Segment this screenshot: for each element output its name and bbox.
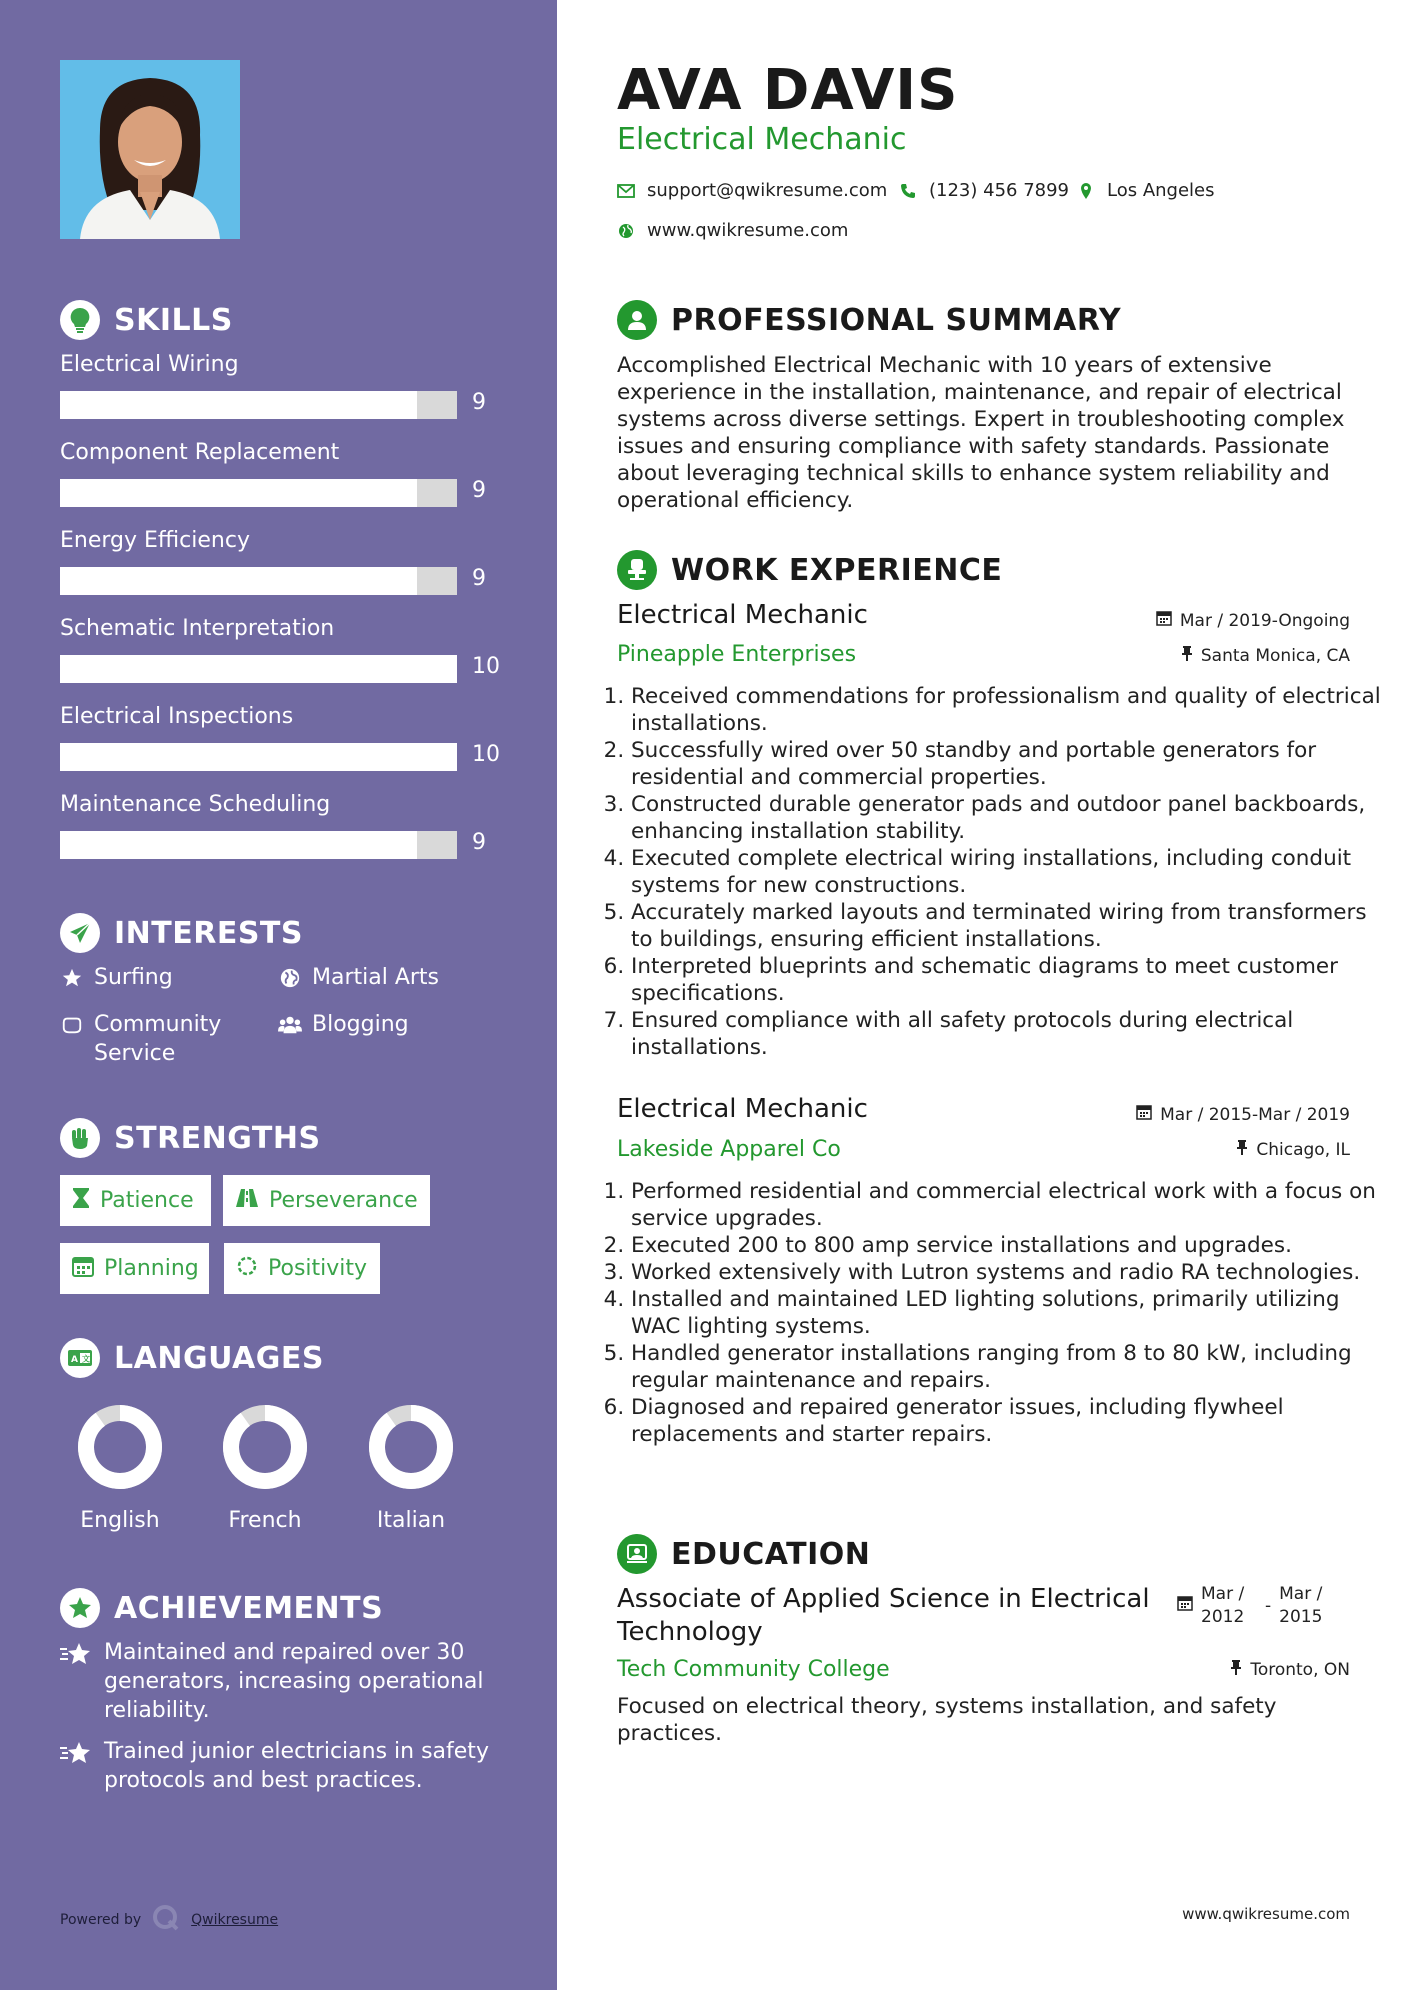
languages-title: LANGUAGES	[114, 1340, 324, 1376]
email-text: support@qwikresume.com	[647, 180, 888, 201]
achievement-text: Maintained and repaired over 30 generators, increasing operational reliability.	[104, 1640, 484, 1723]
company-name: Pineapple Enterprises	[617, 642, 857, 667]
graduation-icon	[617, 1534, 657, 1574]
phone-text: (123) 456 7899	[929, 180, 1070, 201]
star-icon	[60, 963, 84, 992]
skill-bar	[60, 831, 457, 859]
responsibility-item: 3. Worked extensively with Lutron systems and radio RA technologies.	[631, 1259, 1391, 1286]
strength-label: Patience	[100, 1188, 194, 1213]
interest-label: Community Service	[94, 1012, 222, 1066]
responsibility-item: 2. Executed 200 to 800 amp service installations and upgrades.	[631, 1232, 1391, 1259]
skill-level: 10	[472, 654, 500, 679]
skill-level: 9	[472, 566, 486, 591]
responsibility-item: 6. Diagnosed and repaired generator issues, including flywheel replacements and starter repairs.	[631, 1394, 1391, 1448]
skill-bar	[60, 567, 457, 595]
responsibility-item: 7. Ensured compliance with all safety protocols during electrical installations.	[631, 1007, 1391, 1061]
education-dates	[1177, 1583, 1335, 1629]
education-location-text: Toronto, ON	[1250, 1659, 1350, 1680]
contact-phone[interactable]	[897, 180, 1069, 201]
fist-icon	[60, 1118, 100, 1158]
degree-name: Associate of Applied Science in Electrical Technology	[617, 1584, 1150, 1647]
end-year: 2015	[1279, 1607, 1323, 1627]
achievement-item	[60, 1638, 500, 1725]
education-title: EDUCATION	[671, 1536, 871, 1572]
strength-label: Positivity	[268, 1256, 368, 1281]
globe-icon	[615, 223, 637, 239]
skill-bar	[60, 743, 457, 771]
website-text: www.qwikresume.com	[647, 220, 849, 241]
sidebar	[0, 0, 557, 1990]
skill-level: 9	[472, 830, 486, 855]
globe-icon	[278, 963, 302, 992]
user-icon	[617, 300, 657, 340]
skill-bar-fill	[60, 655, 457, 683]
job-responsibilities	[609, 1178, 1391, 1448]
contact-email[interactable]	[615, 180, 887, 201]
interest-item	[278, 1010, 409, 1039]
users-icon	[278, 1010, 302, 1039]
shooting-star-icon	[60, 1737, 94, 1795]
calendar-icon	[1177, 1583, 1193, 1629]
qwikresume-link[interactable]: Qwikresume	[191, 1912, 279, 1928]
achievements-heading	[60, 1588, 383, 1628]
skills-heading	[60, 300, 233, 340]
language-icon	[60, 1338, 100, 1378]
phone-icon	[897, 183, 919, 199]
start-year: 2012	[1201, 1607, 1245, 1627]
job-title: Electrical Mechanic	[617, 1094, 868, 1124]
job-location	[1181, 645, 1350, 666]
skill-bar-fill	[60, 567, 417, 595]
summary-title: PROFESSIONAL SUMMARY	[671, 302, 1122, 338]
strength-badge	[60, 1243, 209, 1294]
star-badge-icon	[60, 1588, 100, 1628]
strength-badge	[223, 1175, 430, 1226]
job-dates-text: Mar / 2015-Mar / 2019	[1160, 1104, 1350, 1125]
pushpin-icon	[1181, 645, 1193, 666]
interest-item	[60, 1010, 250, 1068]
candidate-name: AVA DAVIS	[617, 58, 959, 123]
job-dates-text: Mar / 2019-Ongoing	[1179, 610, 1350, 631]
interest-item	[278, 963, 439, 992]
responsibility-item: 1. Performed residential and commercial electrical work with a focus on service upgrades.	[631, 1178, 1391, 1232]
strengths-title: STRENGTHS	[114, 1120, 321, 1156]
strength-badge	[60, 1175, 211, 1226]
summary-heading	[617, 300, 1121, 340]
strength-label: Planning	[104, 1256, 199, 1281]
achievement-item	[60, 1737, 500, 1795]
skill-bar	[60, 391, 457, 419]
powered-by	[60, 1903, 278, 1937]
skill-bar-fill	[60, 743, 457, 771]
experience-heading	[617, 550, 1002, 590]
interest-label: Surfing	[94, 965, 173, 990]
svg-text:文: 文	[82, 1354, 90, 1364]
shooting-star-icon	[60, 1638, 94, 1725]
strengths-heading	[60, 1118, 321, 1158]
language-ring-fill	[231, 1413, 299, 1481]
location-text: Los Angeles	[1107, 180, 1215, 201]
pushpin-icon	[1230, 1659, 1242, 1680]
summary-text: Accomplished Electrical Mechanic with 10 years of extensive experience in the installation, maintenance, and repair of electrical systems across diverse settings. Expert in troubleshooting complex issues and ensuring compliance with safety standards. Passionate about leveraging technical skills to enhance system reliability and operational efficiency.	[617, 353, 1345, 513]
achievement-text: Trained junior electricians in safety protocols and best practices.	[104, 1739, 489, 1793]
main-content	[557, 0, 1407, 1990]
hand-icon	[60, 1010, 84, 1039]
job-responsibilities	[609, 683, 1391, 1061]
skill-name: Component Replacement	[60, 440, 340, 465]
interests-title: INTERESTS	[114, 915, 303, 951]
skill-bar	[60, 479, 457, 507]
job-location-text: Santa Monica, CA	[1200, 645, 1350, 666]
responsibility-item: 5. Accurately marked layouts and terminated wiring from transformers to buildings, ensuring efficient installations.	[631, 899, 1391, 953]
strength-badge	[224, 1243, 380, 1294]
interest-label: Blogging	[312, 1012, 409, 1037]
end-month: Mar /	[1279, 1584, 1323, 1604]
lightbulb-icon	[60, 300, 100, 340]
responsibility-item: 4. Installed and maintained LED lighting solutions, primarily utilizing WAC lighting systems.	[631, 1286, 1391, 1340]
interests-heading	[60, 913, 303, 953]
job-title: Electrical Mechanic	[617, 600, 868, 630]
svg-text:A: A	[71, 1355, 78, 1365]
responsibility-item: 6. Interpreted blueprints and schematic diagrams to meet customer specifications.	[631, 953, 1391, 1007]
skills-title: SKILLS	[114, 302, 233, 338]
achievements-title: ACHIEVEMENTS	[114, 1590, 384, 1626]
education-description: Focused on electrical theory, systems installation, and safety practices.	[617, 1694, 1277, 1746]
calendar-icon	[1156, 610, 1172, 631]
skill-bar-fill	[60, 831, 417, 859]
candidate-title: Electrical Mechanic	[617, 122, 907, 157]
skill-name: Energy Efficiency	[60, 528, 250, 553]
skill-bar-fill	[60, 391, 417, 419]
responsibility-item: 2. Successfully wired over 50 standby and portable generators for residential and commercial properties.	[631, 737, 1391, 791]
chair-icon	[617, 550, 657, 590]
job-location	[1236, 1139, 1350, 1160]
paper-plane-icon	[60, 913, 100, 953]
responsibility-item: 5. Handled generator installations ranging from 8 to 80 kW, including regular maintenance and repairs.	[631, 1340, 1391, 1394]
skill-name: Electrical Wiring	[60, 352, 239, 377]
skill-level: 9	[472, 478, 486, 503]
language-label: Italian	[376, 1508, 446, 1533]
experience-title: WORK EXPERIENCE	[671, 552, 1003, 588]
skill-level: 9	[472, 390, 486, 415]
interest-item	[60, 963, 173, 992]
map-marker-icon	[1075, 182, 1097, 200]
date-separator: -	[1265, 1596, 1272, 1616]
profile-photo	[60, 60, 240, 239]
language-label: French	[228, 1508, 302, 1533]
interest-label: Martial Arts	[312, 965, 440, 990]
qwikresume-logo-icon	[151, 1903, 181, 1937]
pushpin-icon	[1236, 1139, 1248, 1160]
education-heading	[617, 1534, 870, 1574]
skill-name: Maintenance Scheduling	[60, 792, 331, 817]
job-location-text: Chicago, IL	[1256, 1139, 1350, 1160]
language-rings	[0, 1385, 557, 1515]
hourglass-icon	[72, 1187, 90, 1215]
contact-location	[1075, 180, 1215, 201]
language-ring-fill	[86, 1413, 154, 1481]
language-ring-fill	[377, 1413, 445, 1481]
responsibility-item: 1. Received commendations for professionalism and quality of electrical installations.	[631, 683, 1391, 737]
school-name: Tech Community College	[617, 1657, 890, 1682]
calendar-icon	[72, 1255, 94, 1283]
footer-website-link[interactable]: www.qwikresume.com	[1182, 1905, 1350, 1923]
education-location	[1230, 1659, 1350, 1680]
education-start	[1201, 1583, 1257, 1629]
languages-heading	[60, 1338, 324, 1378]
circle-notch-icon	[236, 1255, 258, 1283]
responsibility-item: 4. Executed complete electrical wiring installations, including conduit systems for new constructions.	[631, 845, 1391, 899]
language-label: English	[80, 1508, 160, 1533]
skill-name: Electrical Inspections	[60, 704, 294, 729]
powered-by-label: Powered by	[60, 1912, 142, 1928]
job-dates	[1136, 1104, 1350, 1125]
skill-bar-fill	[60, 479, 417, 507]
skill-name: Schematic Interpretation	[60, 616, 335, 641]
job-dates	[1156, 610, 1350, 631]
start-month: Mar /	[1201, 1584, 1245, 1604]
calendar-icon	[1136, 1104, 1152, 1125]
company-name: Lakeside Apparel Co	[617, 1137, 841, 1162]
education-end	[1279, 1583, 1335, 1629]
skill-bar	[60, 655, 457, 683]
strength-label: Perseverance	[269, 1188, 418, 1213]
responsibility-item: 3. Constructed durable generator pads and outdoor panel backboards, enhancing installation stability.	[631, 791, 1391, 845]
envelope-icon	[615, 184, 637, 198]
road-icon	[235, 1188, 259, 1214]
skill-level: 10	[472, 742, 500, 767]
contact-website[interactable]	[615, 220, 848, 241]
